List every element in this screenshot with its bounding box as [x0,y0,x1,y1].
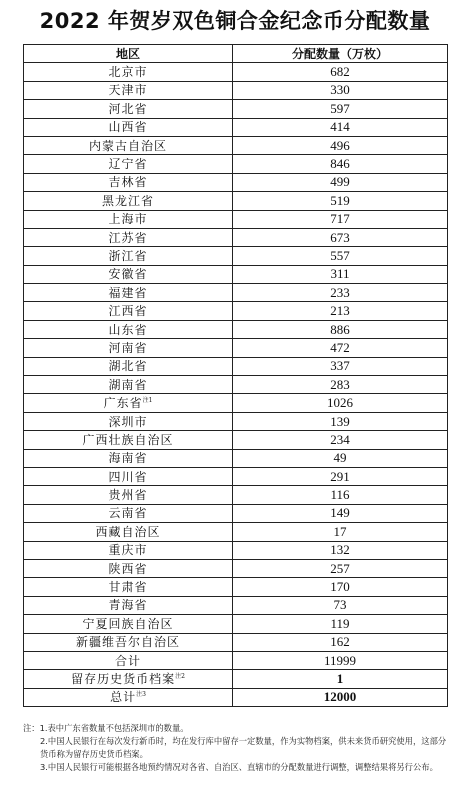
column-header-region: 地区 [24,45,233,63]
region-cell [24,320,233,338]
region-name: 青海省 [108,598,148,613]
table-row [24,81,448,99]
region-name: 江西省 [108,304,148,319]
region-cell [24,339,233,357]
region-cell [24,688,233,706]
table-row [24,320,448,338]
footnote-marker: 注1 [142,397,153,405]
region-cell [24,467,233,485]
region-name: 浙江省 [108,248,148,263]
region-cell [24,136,233,154]
quantity-cell: 162 [233,633,448,651]
footnotes [23,722,451,774]
region-cell [24,541,233,559]
table-row [24,118,448,136]
table-row [24,449,448,467]
region-cell [24,670,233,688]
region-name: 合计 [114,653,141,668]
region-cell [24,228,233,246]
table-row [24,339,448,357]
region-name: 总计 [110,690,137,705]
quantity-cell: 496 [233,136,448,154]
quantity-cell: 597 [233,100,448,118]
region-cell [24,118,233,136]
quantity-cell: 717 [233,210,448,228]
region-name: 北京市 [108,65,148,80]
quantity-cell: 73 [233,596,448,614]
table-row [24,670,448,688]
table-row [24,394,448,412]
table-row [24,192,448,210]
table-row [24,596,448,614]
region-name: 山东省 [108,322,148,337]
table-row [24,559,448,577]
table-row [24,173,448,191]
region-name: 安徽省 [108,267,148,282]
region-cell [24,247,233,265]
table-row [24,100,448,118]
page-title: 2022 年贺岁双色铜合金纪念币分配数量 [39,9,431,33]
region-name: 湖北省 [108,359,148,374]
quantity-cell: 170 [233,578,448,596]
quantity-cell: 12000 [233,688,448,706]
quantity-cell: 1026 [233,394,448,412]
column-header-quantity: 分配数量（万枚） [233,45,448,63]
quantity-cell: 49 [233,449,448,467]
footnote-text: 3.中国人民银行可能根据各地预约情况对各省、自治区、直辖市的分配数量进行调整，调整结果将另行公布。 [40,762,438,772]
region-name: 福建省 [108,285,148,300]
quantity-cell: 1 [233,670,448,688]
table-row [24,63,448,81]
region-cell [24,192,233,210]
table-row [24,357,448,375]
table-row [24,486,448,504]
table-row [24,633,448,651]
region-cell [24,449,233,467]
quantity-cell: 414 [233,118,448,136]
quantity-cell: 472 [233,339,448,357]
region-cell [24,210,233,228]
table-row [24,578,448,596]
table-row [24,155,448,173]
region-cell [24,100,233,118]
footnote-text: 2.中国人民银行在每次发行新币时，均在发行库中留存一定数量，作为实物档案，供未来货币研究使用，这部分货币称为留存历史货币档案。 [40,736,447,759]
region-name: 甘肃省 [108,580,148,595]
quantity-cell: 119 [233,615,448,633]
table-row [24,284,448,302]
region-cell [24,596,233,614]
footnote-text: 注：1.表中广东省数量不包括深圳市的数量。 [23,723,189,733]
region-name: 上海市 [108,212,148,227]
region-name: 天津市 [108,83,148,98]
region-cell [24,412,233,430]
quantity-cell: 233 [233,284,448,302]
quantity-cell: 519 [233,192,448,210]
quantity-cell: 139 [233,412,448,430]
footnote-marker: 注3 [136,691,146,699]
region-cell [24,394,233,412]
table-row [24,431,448,449]
quantity-cell: 886 [233,320,448,338]
region-cell [24,284,233,302]
region-name: 四川省 [108,469,148,484]
region-name: 山西省 [108,120,148,135]
region-name: 深圳市 [108,414,148,429]
table-row [24,651,448,669]
quantity-cell: 682 [233,63,448,81]
table-row [24,467,448,485]
region-name: 宁夏回族自治区 [82,616,174,631]
region-cell [24,265,233,283]
region-name: 陕西省 [108,561,148,576]
table-header-row [24,45,448,63]
region-name: 留存历史货币档案 [71,671,176,686]
table-row [24,615,448,633]
region-cell [24,633,233,651]
quantity-cell: 291 [233,467,448,485]
region-cell [24,63,233,81]
table-row [24,412,448,430]
quantity-cell: 116 [233,486,448,504]
table-row [24,247,448,265]
region-cell [24,523,233,541]
region-cell [24,81,233,99]
region-cell [24,651,233,669]
region-cell [24,578,233,596]
quantity-cell: 846 [233,155,448,173]
table-row [24,210,448,228]
table-row [24,265,448,283]
region-name: 广西壮族自治区 [82,432,174,447]
region-cell [24,173,233,191]
table-row [24,228,448,246]
region-cell [24,431,233,449]
region-cell [24,302,233,320]
table-row [24,302,448,320]
region-cell [24,486,233,504]
quantity-cell: 213 [233,302,448,320]
region-cell [24,155,233,173]
quantity-cell: 149 [233,504,448,522]
table-row [24,136,448,154]
quantity-cell: 330 [233,81,448,99]
quantity-cell: 132 [233,541,448,559]
region-name: 贵州省 [108,488,148,503]
region-name: 辽宁省 [108,157,148,172]
table-body [24,63,448,707]
table-row [24,688,448,706]
region-cell [24,559,233,577]
region-name: 西藏自治区 [95,524,161,539]
quantity-cell: 257 [233,559,448,577]
region-name: 河北省 [108,101,148,116]
quantity-cell: 283 [233,376,448,394]
quantity-cell: 673 [233,228,448,246]
region-name: 重庆市 [108,543,148,558]
region-name: 河南省 [108,340,148,355]
region-name: 江苏省 [108,230,148,245]
quantity-cell: 11999 [233,651,448,669]
quantity-cell: 234 [233,431,448,449]
table-row [24,376,448,394]
region-cell [24,357,233,375]
table-row [24,541,448,559]
region-name: 海南省 [108,451,148,466]
region-name: 云南省 [108,506,148,521]
table-row [24,504,448,522]
region-cell [24,504,233,522]
region-name: 新疆维吾尔自治区 [75,635,180,650]
region-cell [24,615,233,633]
region-cell [24,376,233,394]
region-name: 吉林省 [108,175,148,190]
region-name: 广东省 [103,396,143,411]
quantity-cell: 499 [233,173,448,191]
quantity-cell: 17 [233,523,448,541]
region-name: 湖南省 [108,377,148,392]
quantity-cell: 557 [233,247,448,265]
region-name: 黑龙江省 [101,193,154,208]
quantity-cell: 311 [233,265,448,283]
region-name: 内蒙古自治区 [88,138,167,153]
footnote-marker: 注2 [175,672,185,680]
quantity-cell: 337 [233,357,448,375]
distribution-table [23,44,448,707]
table-row [24,523,448,541]
